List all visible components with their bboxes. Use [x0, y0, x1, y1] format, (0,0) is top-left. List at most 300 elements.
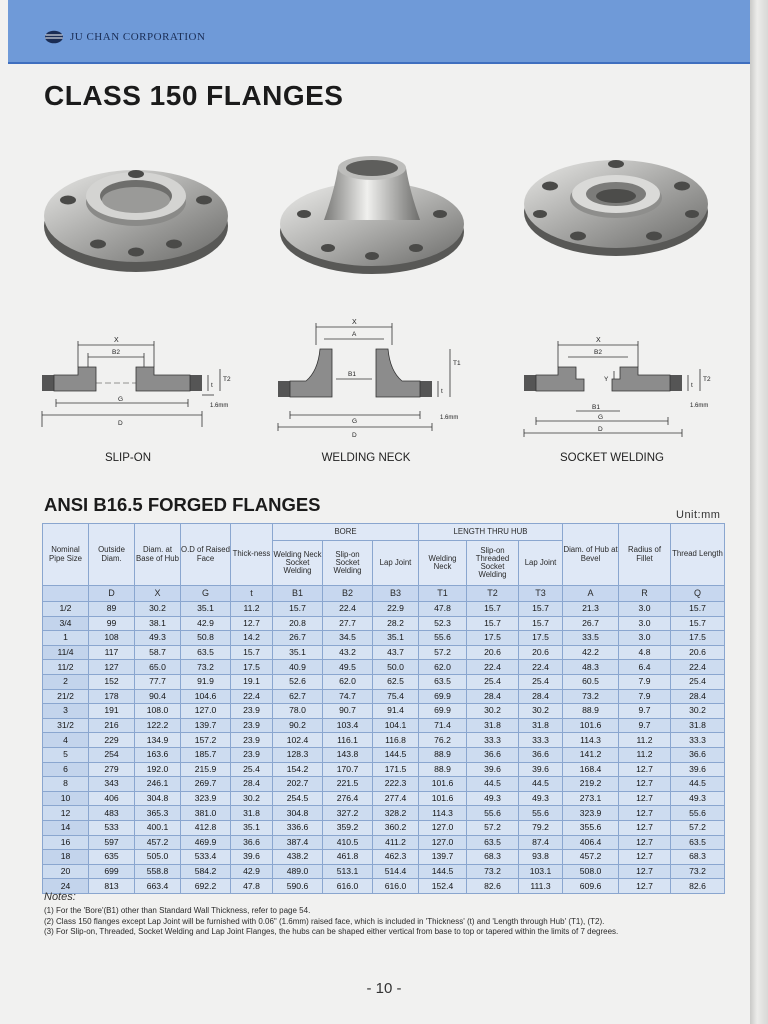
symbol-cell: t: [231, 586, 273, 602]
table-cell: 82.6: [671, 879, 725, 894]
table-cell: 102.4: [273, 733, 323, 748]
header-length-lap-joint: Lap Joint: [519, 541, 563, 586]
table-cell: 42.2: [563, 645, 619, 660]
table-cell: 90.2: [273, 718, 323, 733]
header-hub-base-diameter: Diam. at Base of Hub: [135, 524, 181, 586]
table-cell: 12.7: [619, 791, 671, 806]
table-cell: 558.8: [135, 864, 181, 879]
header-length-slip-on: Slip-on Threaded Socket Welding: [467, 541, 519, 586]
table-cell: 360.2: [373, 820, 419, 835]
table-body: [43, 602, 725, 894]
table-cell: 178: [89, 689, 135, 704]
table-cell: 355.6: [563, 820, 619, 835]
table-cell: 17.5: [519, 631, 563, 646]
table-cell: 11.2: [619, 747, 671, 762]
table-cell: 28.2: [373, 616, 419, 631]
notes: [44, 890, 704, 938]
table-cell: 101.6: [563, 718, 619, 733]
pipe-size-cell: 8: [43, 777, 89, 792]
welding-neck-x-label: X: [352, 319, 357, 326]
company-logo: [44, 30, 205, 44]
table-cell: 7.9: [619, 674, 671, 689]
table-cell: 35.1: [273, 645, 323, 660]
table-row: [43, 602, 725, 617]
header-group-bore: BORE: [273, 524, 419, 541]
table-cell: 15.7: [467, 616, 519, 631]
table-cell: 15.7: [467, 602, 519, 617]
header-bore-lap-joint: Lap Joint: [373, 541, 419, 586]
table-cell: 30.2: [671, 704, 725, 719]
table-cell: 42.9: [231, 864, 273, 879]
table-cell: 50.8: [181, 631, 231, 646]
table-cell: 508.0: [563, 864, 619, 879]
table-cell: 381.0: [181, 806, 231, 821]
welding-neck-a-label: A: [352, 331, 357, 338]
slip-on-caption: SLIP-ON: [104, 452, 151, 464]
globe-logo-icon: [44, 30, 64, 44]
table-cell: 25.4: [671, 674, 725, 689]
table-cell: 11.2: [619, 733, 671, 748]
table-cell: 104.6: [181, 689, 231, 704]
table-cell: 15.7: [519, 602, 563, 617]
table-cell: 91.9: [181, 674, 231, 689]
section-title: ANSI B16.5 FORGED FLANGES: [44, 494, 321, 515]
table-cell: 90.7: [323, 704, 373, 719]
table-row: [43, 674, 725, 689]
socket-welding-y-label: Y: [604, 376, 609, 383]
table-cell: 22.9: [373, 602, 419, 617]
table-cell: 813: [89, 879, 135, 894]
welding-neck-caption: WELDING NECK: [321, 452, 411, 464]
table-cell: 82.6: [467, 879, 519, 894]
table-cell: 88.9: [419, 747, 467, 762]
table-cell: 88.9: [419, 762, 467, 777]
table-cell: 39.6: [231, 850, 273, 865]
table-cell: 25.4: [231, 762, 273, 777]
symbol-cell: G: [181, 586, 231, 602]
table-cell: 23.9: [231, 747, 273, 762]
table-cell: 71.4: [419, 718, 467, 733]
table-cell: 62.5: [373, 674, 419, 689]
table-cell: 3.0: [619, 602, 671, 617]
table-cell: 17.5: [467, 631, 519, 646]
table-cell: 31.8: [519, 718, 563, 733]
table-cell: 88.9: [563, 704, 619, 719]
note-item: (1) For the 'Bore'(B1) other than Standard Wall Thickness, refer to page 54.: [44, 905, 311, 915]
table-cell: 192.0: [135, 762, 181, 777]
table-cell: 191: [89, 704, 135, 719]
pipe-size-cell: 1: [43, 631, 89, 646]
table-cell: 44.5: [671, 777, 725, 792]
table-cell: 20.6: [671, 645, 725, 660]
table-cell: 48.3: [563, 660, 619, 675]
table-cell: 39.6: [467, 762, 519, 777]
table-cell: 12.7: [231, 616, 273, 631]
table-cell: 55.6: [419, 631, 467, 646]
table-cell: 31.8: [467, 718, 519, 733]
slip-on-t2-label: T2: [223, 376, 231, 383]
table-cell: 141.2: [563, 747, 619, 762]
table-cell: 584.2: [181, 864, 231, 879]
company-name: JU CHAN CORPORATION: [70, 31, 206, 43]
table-cell: 12.7: [619, 835, 671, 850]
table-cell: 62.0: [323, 674, 373, 689]
symbol-cell: R: [619, 586, 671, 602]
table-row: [43, 704, 725, 719]
table-cell: 114.3: [419, 806, 467, 821]
slip-on-x-label: X: [114, 337, 119, 344]
table-cell: 533: [89, 820, 135, 835]
table-cell: 33.3: [467, 733, 519, 748]
table-cell: 514.4: [373, 864, 419, 879]
table-cell: 76.2: [419, 733, 467, 748]
socket-welding-g-label: G: [598, 414, 604, 421]
table-cell: 55.6: [519, 806, 563, 821]
table-cell: 49.3: [519, 791, 563, 806]
table-cell: 33.3: [671, 733, 725, 748]
table-cell: 616.0: [373, 879, 419, 894]
pipe-size-cell: 5: [43, 747, 89, 762]
slip-on-face-label: 1.6mm: [210, 403, 229, 409]
table-cell: 28.4: [671, 689, 725, 704]
header-size: Nominal Pipe Size: [43, 524, 89, 586]
table-cell: 20.6: [467, 645, 519, 660]
table-cell: 185.7: [181, 747, 231, 762]
table-cell: 49.3: [467, 791, 519, 806]
table-cell: 699: [89, 864, 135, 879]
welding-neck-t-label: t: [441, 388, 443, 395]
table-cell: 336.6: [273, 820, 323, 835]
table-cell: 36.6: [519, 747, 563, 762]
socket-welding-t-label: t: [691, 382, 693, 389]
table-cell: 323.9: [181, 791, 231, 806]
table-cell: 47.8: [231, 879, 273, 894]
table-cell: 6.4: [619, 660, 671, 675]
socket-welding-face-label: 1.6mm: [690, 403, 709, 409]
table-cell: 279: [89, 762, 135, 777]
table-cell: 533.4: [181, 850, 231, 865]
pipe-size-cell: 6: [43, 762, 89, 777]
table-cell: 304.8: [135, 791, 181, 806]
table-cell: 127.0: [181, 704, 231, 719]
table-cell: 43.7: [373, 645, 419, 660]
table-cell: 22.4: [671, 660, 725, 675]
table-row: [43, 835, 725, 850]
table-cell: 20.6: [519, 645, 563, 660]
slip-on-g-label: G: [118, 396, 124, 403]
table-row: [43, 645, 725, 660]
table-cell: 49.3: [135, 631, 181, 646]
table-cell: 77.7: [135, 674, 181, 689]
socket-welding-drawing: [518, 315, 728, 440]
symbol-cell: B1: [273, 586, 323, 602]
table-cell: 40.9: [273, 660, 323, 675]
table-cell: 25.4: [467, 674, 519, 689]
table-cell: 127.0: [419, 820, 467, 835]
table-cell: 513.1: [323, 864, 373, 879]
symbol-cell: B3: [373, 586, 419, 602]
table-cell: 328.2: [373, 806, 419, 821]
welding-neck-d-label: D: [352, 432, 357, 439]
flange-drawings: [36, 315, 736, 440]
page-edge: [750, 0, 768, 1024]
symbol-cell: A: [563, 586, 619, 602]
header-hub-bevel: Diam. of Hub at Bevel: [563, 524, 619, 586]
table-cell: 21.3: [563, 602, 619, 617]
table-cell: 87.4: [519, 835, 563, 850]
table-cell: 28.4: [231, 777, 273, 792]
pipe-size-cell: 10: [43, 791, 89, 806]
table-cell: 215.9: [181, 762, 231, 777]
table-row: [43, 616, 725, 631]
table-cell: 35.1: [373, 631, 419, 646]
table-cell: 327.2: [323, 806, 373, 821]
welding-neck-drawing: [272, 315, 482, 440]
table-cell: 269.7: [181, 777, 231, 792]
table-cell: 22.4: [467, 660, 519, 675]
table-cell: 143.8: [323, 747, 373, 762]
socket-welding-flange-photo: [516, 150, 716, 270]
pipe-size-cell: 3: [43, 704, 89, 719]
welding-neck-g-label: G: [352, 418, 358, 425]
table-cell: 154.2: [273, 762, 323, 777]
slip-on-b2-label: B2: [112, 349, 120, 356]
table-cell: 134.9: [135, 733, 181, 748]
header-bore-slip-on: Slip-on Socket Welding: [323, 541, 373, 586]
pipe-size-cell: 2: [43, 674, 89, 689]
unit-label: Unit:mm: [676, 509, 721, 521]
symbol-cell: T1: [419, 586, 467, 602]
table-cell: 31.8: [231, 806, 273, 821]
table-cell: 47.8: [419, 602, 467, 617]
table-cell: 219.2: [563, 777, 619, 792]
header-raised-face: O.D of Raised Face: [181, 524, 231, 586]
table-cell: 304.8: [273, 806, 323, 821]
table-cell: 73.2: [181, 660, 231, 675]
table-cell: 635: [89, 850, 135, 865]
table-cell: 36.6: [467, 747, 519, 762]
table-cell: 49.5: [323, 660, 373, 675]
table-cell: 69.9: [419, 704, 467, 719]
table-cell: 33.5: [563, 631, 619, 646]
table-cell: 15.7: [671, 602, 725, 617]
table-cell: 111.3: [519, 879, 563, 894]
table-cell: 412.8: [181, 820, 231, 835]
table-cell: 23.9: [231, 704, 273, 719]
table-cell: 30.2: [519, 704, 563, 719]
table-cell: 57.2: [467, 820, 519, 835]
table-cell: 323.9: [563, 806, 619, 821]
table-cell: 505.0: [135, 850, 181, 865]
table-cell: 170.7: [323, 762, 373, 777]
table-cell: 30.2: [467, 704, 519, 719]
table-cell: 23.9: [231, 718, 273, 733]
pipe-size-cell: 14: [43, 820, 89, 835]
table-cell: 49.3: [671, 791, 725, 806]
table-cell: 12.7: [619, 864, 671, 879]
table-row: [43, 747, 725, 762]
table-cell: 26.7: [563, 616, 619, 631]
page-number: - 10 -: [366, 980, 402, 997]
table-cell: 26.7: [273, 631, 323, 646]
table-cell: 616.0: [323, 879, 373, 894]
table-cell: 144.5: [373, 747, 419, 762]
welding-neck-t1-label: T1: [453, 360, 461, 367]
slip-on-flange-photo: [38, 150, 238, 280]
table-cell: 93.8: [519, 850, 563, 865]
table-cell: 73.2: [467, 864, 519, 879]
table-cell: 152.4: [419, 879, 467, 894]
table-cell: 128.3: [273, 747, 323, 762]
header-bore-welding-neck: Welding Neck Socket Welding: [273, 541, 323, 586]
table-cell: 99: [89, 616, 135, 631]
table-cell: 104.1: [373, 718, 419, 733]
table-row: [43, 733, 725, 748]
socket-welding-d-label: D: [598, 426, 603, 433]
table-cell: 597: [89, 835, 135, 850]
table-cell: 38.1: [135, 616, 181, 631]
table-cell: 489.0: [273, 864, 323, 879]
table-cell: 58.7: [135, 645, 181, 660]
table-cell: 12.7: [619, 777, 671, 792]
table-cell: 15.7: [273, 602, 323, 617]
table-cell: 68.3: [467, 850, 519, 865]
header-thread-length: Thread Length: [671, 524, 725, 586]
welding-neck-b1-label: B1: [348, 371, 356, 378]
table-cell: 62.7: [273, 689, 323, 704]
symbol-cell: T2: [467, 586, 519, 602]
table-row: [43, 864, 725, 879]
table-cell: 157.2: [181, 733, 231, 748]
pipe-size-cell: 20: [43, 864, 89, 879]
table-cell: 55.6: [671, 806, 725, 821]
table-cell: 692.2: [181, 879, 231, 894]
table-cell: 15.7: [671, 616, 725, 631]
table-cell: 609.6: [563, 879, 619, 894]
table-cell: 108: [89, 631, 135, 646]
table-cell: 221.5: [323, 777, 373, 792]
table-cell: 171.5: [373, 762, 419, 777]
table-cell: 69.9: [419, 689, 467, 704]
table-cell: 461.8: [323, 850, 373, 865]
table-cell: 12.7: [619, 806, 671, 821]
symbol-cell: B2: [323, 586, 373, 602]
table-cell: 52.6: [273, 674, 323, 689]
table-cell: 19.1: [231, 674, 273, 689]
table-cell: 343: [89, 777, 135, 792]
pipe-size-cell: 24: [43, 879, 89, 894]
table-cell: 202.7: [273, 777, 323, 792]
table-cell: 20.8: [273, 616, 323, 631]
table-cell: 22.4: [519, 660, 563, 675]
table-cell: 116.8: [373, 733, 419, 748]
table-cell: 73.2: [671, 864, 725, 879]
pipe-size-cell: 3/4: [43, 616, 89, 631]
table-cell: 406: [89, 791, 135, 806]
table-cell: 55.6: [467, 806, 519, 821]
table-cell: 410.5: [323, 835, 373, 850]
table-cell: 25.4: [519, 674, 563, 689]
table-cell: 359.2: [323, 820, 373, 835]
table-cell: 127: [89, 660, 135, 675]
header-fillet-radius: Radius of Fillet: [619, 524, 671, 586]
table-cell: 168.4: [563, 762, 619, 777]
table-row: [43, 689, 725, 704]
table-cell: 79.2: [519, 820, 563, 835]
pipe-size-cell: 18: [43, 850, 89, 865]
table-cell: 4.8: [619, 645, 671, 660]
welding-neck-face-label: 1.6mm: [440, 415, 459, 421]
table-cell: 276.4: [323, 791, 373, 806]
socket-welding-x-label: X: [596, 337, 601, 344]
table-cell: 33.3: [519, 733, 563, 748]
pipe-size-cell: 1/2: [43, 602, 89, 617]
slip-on-d-label: D: [118, 420, 123, 427]
symbol-cell: D: [89, 586, 135, 602]
table-cell: 12.7: [619, 820, 671, 835]
table-cell: 28.4: [467, 689, 519, 704]
table-cell: 63.5: [467, 835, 519, 850]
table-row: [43, 850, 725, 865]
table-cell: 89: [89, 602, 135, 617]
table-cell: 39.6: [519, 762, 563, 777]
table-cell: 103.1: [519, 864, 563, 879]
table-cell: 15.7: [231, 645, 273, 660]
table-cell: 43.2: [323, 645, 373, 660]
table-row: [43, 631, 725, 646]
socket-welding-t2-label: T2: [703, 376, 711, 383]
table-cell: 457.2: [135, 835, 181, 850]
table-cell: 277.4: [373, 791, 419, 806]
table-cell: 57.2: [419, 645, 467, 660]
table-cell: 101.6: [419, 777, 467, 792]
table-cell: 462.3: [373, 850, 419, 865]
table-cell: 11.2: [231, 602, 273, 617]
table-cell: 27.7: [323, 616, 373, 631]
table-cell: 63.5: [419, 674, 467, 689]
table-cell: 103.4: [323, 718, 373, 733]
table-cell: 68.3: [671, 850, 725, 865]
table-row: [43, 777, 725, 792]
symbol-cell: X: [135, 586, 181, 602]
table-cell: 117: [89, 645, 135, 660]
note-item: (2) Class 150 flanges except Lap Joint will be furnished with 0.06" (1.6mm) raised face, which is included in 'Thickness' (t) and 'Length through Hub' (T1), (T2).: [44, 916, 605, 926]
table-cell: 63.5: [181, 645, 231, 660]
table-cell: 50.0: [373, 660, 419, 675]
table-cell: 108.0: [135, 704, 181, 719]
header-outside-diameter: Outside Diam.: [89, 524, 135, 586]
table-cell: 65.0: [135, 660, 181, 675]
table-cell: 35.1: [231, 820, 273, 835]
table-cell: 411.2: [373, 835, 419, 850]
table-cell: 78.0: [273, 704, 323, 719]
table-cell: 57.2: [671, 820, 725, 835]
table-cell: 9.7: [619, 704, 671, 719]
notes-title: Notes:: [44, 891, 76, 903]
table-cell: 139.7: [419, 850, 467, 865]
table-cell: 17.5: [671, 631, 725, 646]
table-cell: 163.6: [135, 747, 181, 762]
socket-welding-caption: SOCKET WELDING: [560, 452, 664, 464]
table-cell: 9.7: [619, 718, 671, 733]
table-cell: 3.0: [619, 616, 671, 631]
table-cell: 14.2: [231, 631, 273, 646]
table-row: [43, 791, 725, 806]
table-cell: 116.1: [323, 733, 373, 748]
table-cell: 44.5: [467, 777, 519, 792]
flange-photos: [36, 150, 726, 285]
header-thickness: Thick-ness: [231, 524, 273, 586]
